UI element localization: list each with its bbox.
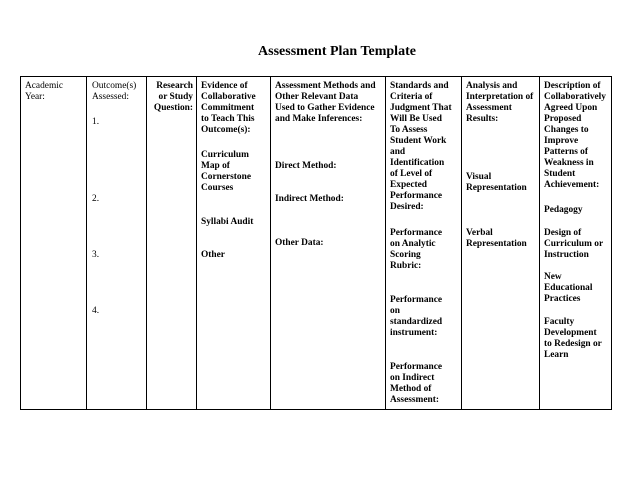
outcome-item-3: 3. (92, 250, 100, 260)
visual-representation-label: Visual Representation (466, 172, 527, 193)
outcomes-header: Outcome(s) Assessed: (92, 81, 137, 102)
research-question-header: Research or Study Question: (153, 81, 193, 113)
pedagogy-label: Pedagogy (544, 205, 583, 215)
page-title: Assessment Plan Template (258, 44, 416, 59)
direct-method-label: Direct Method: (275, 161, 337, 171)
faculty-development-label: Faculty Development to Redesign or Learn (544, 317, 602, 360)
performance-analytic-label: Performance on Analytic Scoring Rubric: (390, 228, 443, 271)
evidence-header: Evidence of Collaborative Commitment to Teach This Outcome(s): (201, 81, 256, 135)
column-outcomes (86, 77, 146, 409)
academic-year-label: Academic Year: (25, 81, 63, 102)
outcome-item-4: 4. (92, 306, 100, 316)
evidence-other-label: Other (201, 250, 225, 260)
curriculum-design-label: Design of Curriculum or Instruction (544, 228, 604, 260)
indirect-method-label: Indirect Method: (275, 194, 344, 204)
column-methods (270, 77, 385, 409)
column-academic-year (21, 77, 86, 409)
analysis-header: Analysis and Interpretation of Assessment Results: (466, 81, 534, 124)
assessment-plan-table (20, 76, 612, 410)
verbal-representation-label: Verbal Representation (466, 228, 527, 249)
column-evidence (196, 77, 270, 409)
performance-indirect-label: Performance on Indirect Method of Assessment: (390, 362, 443, 405)
performance-standardized-label: Performance on standardized instrument: (390, 295, 443, 338)
outcome-item-2: 2. (92, 194, 100, 204)
changes-header: Description of Collaboratively Agreed Upon Proposed Changes to Improve Patterns of Weakness in Student Achievement: (544, 81, 606, 190)
column-proposed-changes (539, 77, 613, 409)
curriculum-map-label: Curriculum Map of Cornerstone Courses (201, 150, 251, 193)
column-analysis (461, 77, 539, 409)
educational-practices-label: New Educational Practices (544, 272, 593, 304)
other-data-label: Other Data: (275, 238, 324, 248)
standards-header: Standards and Criteria of Judgment That Will Be Used To Assess Student Work and Identification of Level of Expected Performance Desired: (390, 81, 452, 212)
syllabi-audit-label: Syllabi Audit (201, 217, 254, 227)
column-standards (385, 77, 461, 409)
column-research-question (146, 77, 196, 409)
methods-header: Assessment Methods and Other Relevant Data Used to Gather Evidence and Make Inferences: (275, 81, 376, 124)
outcome-item-1: 1. (92, 117, 100, 127)
